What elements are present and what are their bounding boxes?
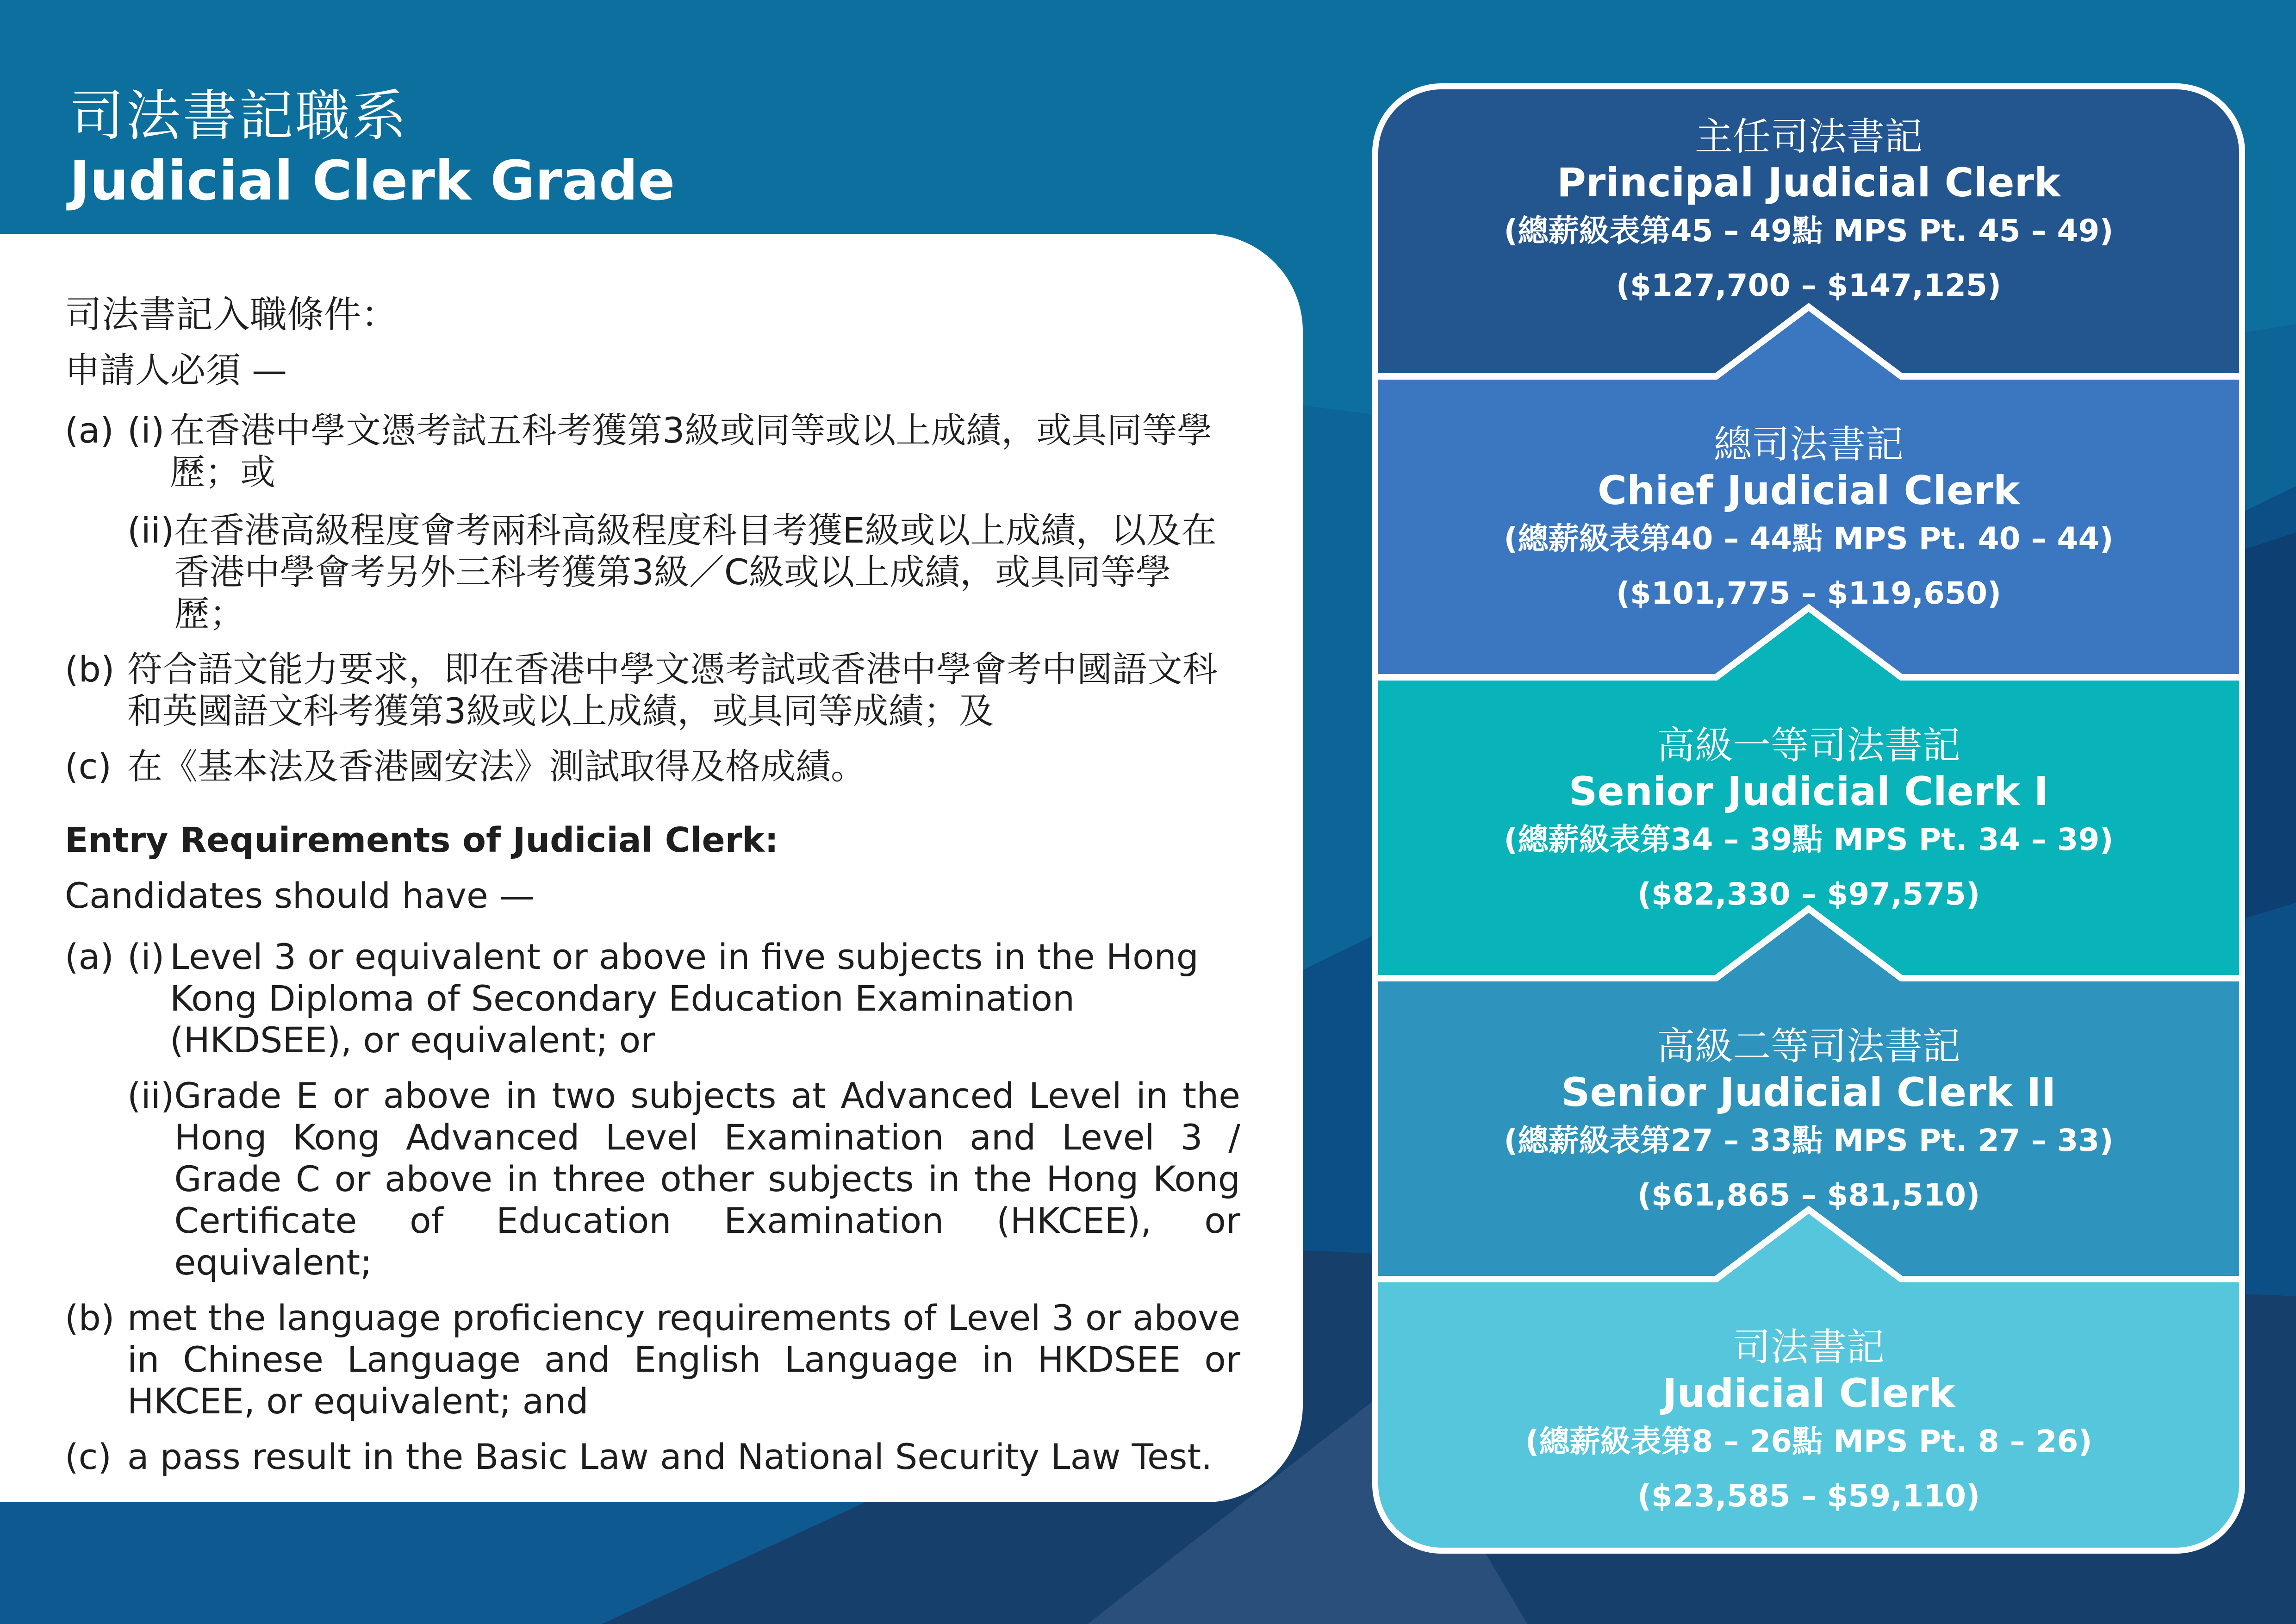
grade-name-en: Senior Judicial Clerk I [1568, 768, 2049, 815]
grade-name-zh: 高級一等司法書記 [1656, 724, 1960, 768]
item-label: (a) [65, 936, 114, 977]
requirement-en-a [65, 936, 1240, 1283]
requirement-zh-a [65, 410, 1240, 635]
requirements-chinese [65, 294, 1240, 787]
grade-name-en: Principal Judicial Clerk [1556, 160, 2061, 206]
item-label: (a) [65, 410, 114, 451]
grade-judicial-clerk [1378, 1325, 2239, 1517]
requirements-en-heading: Entry Requirements of Judicial Clerk: [65, 820, 778, 860]
sub-label: (i) [127, 936, 165, 977]
item-label: (b) [65, 1297, 115, 1338]
grade-salary: ($101,775 – $119,650) [1616, 575, 2002, 611]
requirement-zh-a-ii [127, 510, 1240, 635]
item-label: (b) [65, 649, 115, 690]
requirement-en-a-i [127, 936, 1240, 1061]
item-text: 在《基本法及香港國安法》測試取得及格成績。 [127, 746, 866, 787]
item-label: (c) [65, 746, 112, 787]
sub-label: (i) [127, 410, 165, 451]
grade-pay-points: (總薪級表第40 – 44點 MPS Pt. 40 – 44) [1504, 521, 2114, 556]
requirement-en-b [65, 1297, 1240, 1422]
grade-salary: ($127,700 – $147,125) [1616, 268, 2002, 303]
grade-name-zh: 高級二等司法書記 [1656, 1024, 1960, 1068]
requirements-english [65, 819, 1240, 1478]
item-text: a pass result in the Basic Law and National Security Law Test. [127, 1436, 1213, 1477]
grade-salary: ($61,865 – $81,510) [1637, 1177, 1980, 1213]
grade-name-zh: 司法書記 [1732, 1325, 1885, 1369]
grade-name-zh: 主任司法書記 [1694, 115, 1923, 159]
sub-text: 在香港中學文憑考試五科考獲第3級或同等或以上成績，或具同等學歷；或 [170, 410, 1213, 493]
requirements-zh-intro: 申請人必須 — [65, 350, 287, 391]
grade-pay-points: (總薪級表第45 – 49點 MPS Pt. 45 – 49) [1504, 213, 2114, 249]
sub-text: 在香港高級程度會考兩科高級程度科目考獲E級或以上成績，以及在香港中學會考另外三科考獲第3級／C級或以上成績，或具同等學歷； [174, 510, 1217, 634]
title-english: Judicial Clerk Grade [69, 149, 675, 212]
sub-label: (ii) [127, 510, 174, 551]
sub-label: (ii) [127, 1075, 174, 1116]
grade-name-en: Chief Judicial Clerk [1597, 468, 2020, 514]
grade-principal-judicial-clerk [1378, 115, 2239, 306]
requirement-zh-a-i [127, 410, 1240, 493]
requirement-zh-c [65, 746, 1240, 787]
title-chinese: 司法書記職系 [69, 84, 409, 148]
career-ladder [1372, 83, 2245, 1554]
requirement-en-c [65, 1436, 1240, 1478]
grade-pay-points: (總薪級表第8 – 26點 MPS Pt. 8 – 26) [1525, 1424, 2092, 1459]
grade-pay-points: (總薪級表第27 – 33點 MPS Pt. 27 – 33) [1504, 1123, 2114, 1158]
sub-text: Level 3 or equivalent or above in five subjects in the Hong Kong Diploma of Secondary Education Examination (HKDSEE), or equivalent; or [170, 936, 1199, 1061]
grade-name-zh: 總司法書記 [1713, 423, 1904, 467]
grade-name-en: Senior Judicial Clerk II [1561, 1069, 2056, 1116]
grade-senior-judicial-clerk-i [1378, 724, 2239, 915]
item-text: met the language proficiency requirements of Level 3 or above in Chinese Language and English Language in HKDSEE or HKCEE, or equivalent; and [127, 1297, 1240, 1422]
grade-senior-judicial-clerk-ii [1378, 1024, 2239, 1216]
requirement-zh-b [65, 649, 1240, 732]
requirement-en-a-ii [127, 1075, 1240, 1283]
item-text: 符合語文能力要求，即在香港中學文憑考試或香港中學會考中國語文科和英國語文科考獲第3級或以上成績，或具同等成績；及 [127, 649, 1218, 731]
requirements-en-intro: Candidates should have — [65, 875, 535, 916]
grade-pay-points: (總薪級表第34 – 39點 MPS Pt. 34 – 39) [1504, 822, 2114, 857]
grade-name-en: Judicial Clerk [1662, 1370, 1955, 1417]
grade-salary: ($23,585 – $59,110) [1637, 1478, 1980, 1514]
requirements-zh-heading: 司法書記入職條件： [65, 293, 398, 336]
grade-salary: ($82,330 – $97,575) [1637, 876, 1980, 912]
sub-text: Grade E or above in two subjects at Advanced Level in the Hong Kong Advanced Level Examination and Level 3 / Grade C or above in three other subjects in the Hong Kong Certificate of Education Examination (HKCEE), or equivalent; [174, 1075, 1240, 1283]
grade-chief-judicial-clerk [1378, 423, 2239, 614]
item-label: (c) [65, 1436, 112, 1477]
